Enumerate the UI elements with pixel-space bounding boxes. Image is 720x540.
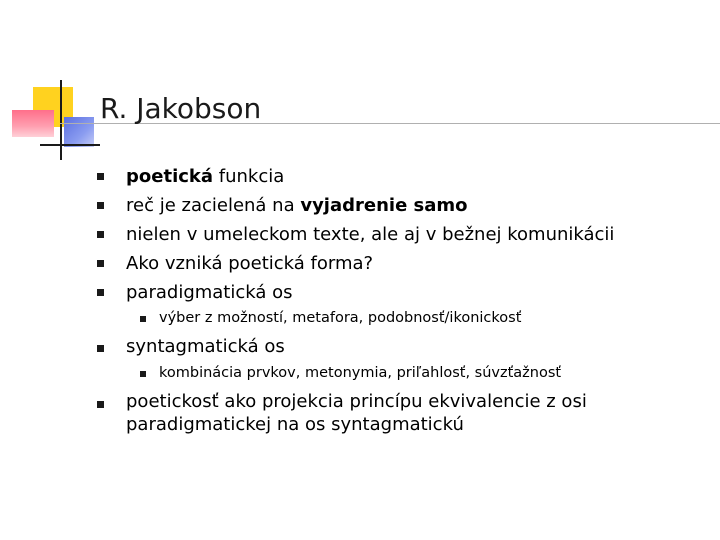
- slide-title: R. Jakobson: [100, 92, 262, 125]
- bullet-icon: [97, 231, 104, 238]
- list-item: [126, 281, 293, 304]
- logo-pink-square: [12, 110, 54, 137]
- list-item: [126, 252, 373, 275]
- item-text: syntagmatická os: [126, 336, 285, 357]
- item-text: výber z možností, metafora, podobnosť/ikonickosť: [159, 310, 522, 326]
- sub-bullet-icon: [140, 316, 146, 322]
- sub-bullet-icon: [140, 371, 146, 377]
- logo-blue-square: [64, 117, 94, 147]
- bold-text: poetická: [126, 166, 214, 187]
- bullet-icon: [97, 345, 104, 352]
- bold-text: vyjadrenie samo: [300, 195, 468, 216]
- list-item: [126, 165, 284, 188]
- logo-horizontal-line: [40, 144, 100, 146]
- sub-list-item: [159, 362, 561, 385]
- item-text: funkcia: [213, 166, 285, 187]
- item-text-line-1: poetickosť ako projekcia princípu ekvivalencie z osi: [126, 391, 587, 412]
- logo-vertical-line: [60, 80, 62, 160]
- bullet-icon: [97, 173, 104, 180]
- list-item: [126, 390, 587, 436]
- item-text: paradigmatická os: [126, 282, 293, 303]
- bullet-icon: [97, 401, 104, 408]
- list-item: [126, 194, 468, 217]
- sub-list-item: [159, 307, 521, 330]
- item-text: Ako vzniká poetická forma?: [126, 253, 374, 274]
- item-text-line-2: paradigmatickej na os syntagmatickú: [126, 414, 464, 435]
- item-text: nielen v umeleckom texte, ale aj v bežnej komunikácii: [126, 224, 615, 245]
- bullet-icon: [97, 202, 104, 209]
- bullet-icon: [97, 289, 104, 296]
- item-text: reč je zacielená na: [126, 195, 301, 216]
- list-item: [126, 335, 285, 358]
- item-text: kombinácia prvkov, metonymia, priľahlosť, súvzťažnosť: [159, 365, 562, 381]
- bullet-icon: [97, 260, 104, 267]
- list-item: [126, 223, 614, 246]
